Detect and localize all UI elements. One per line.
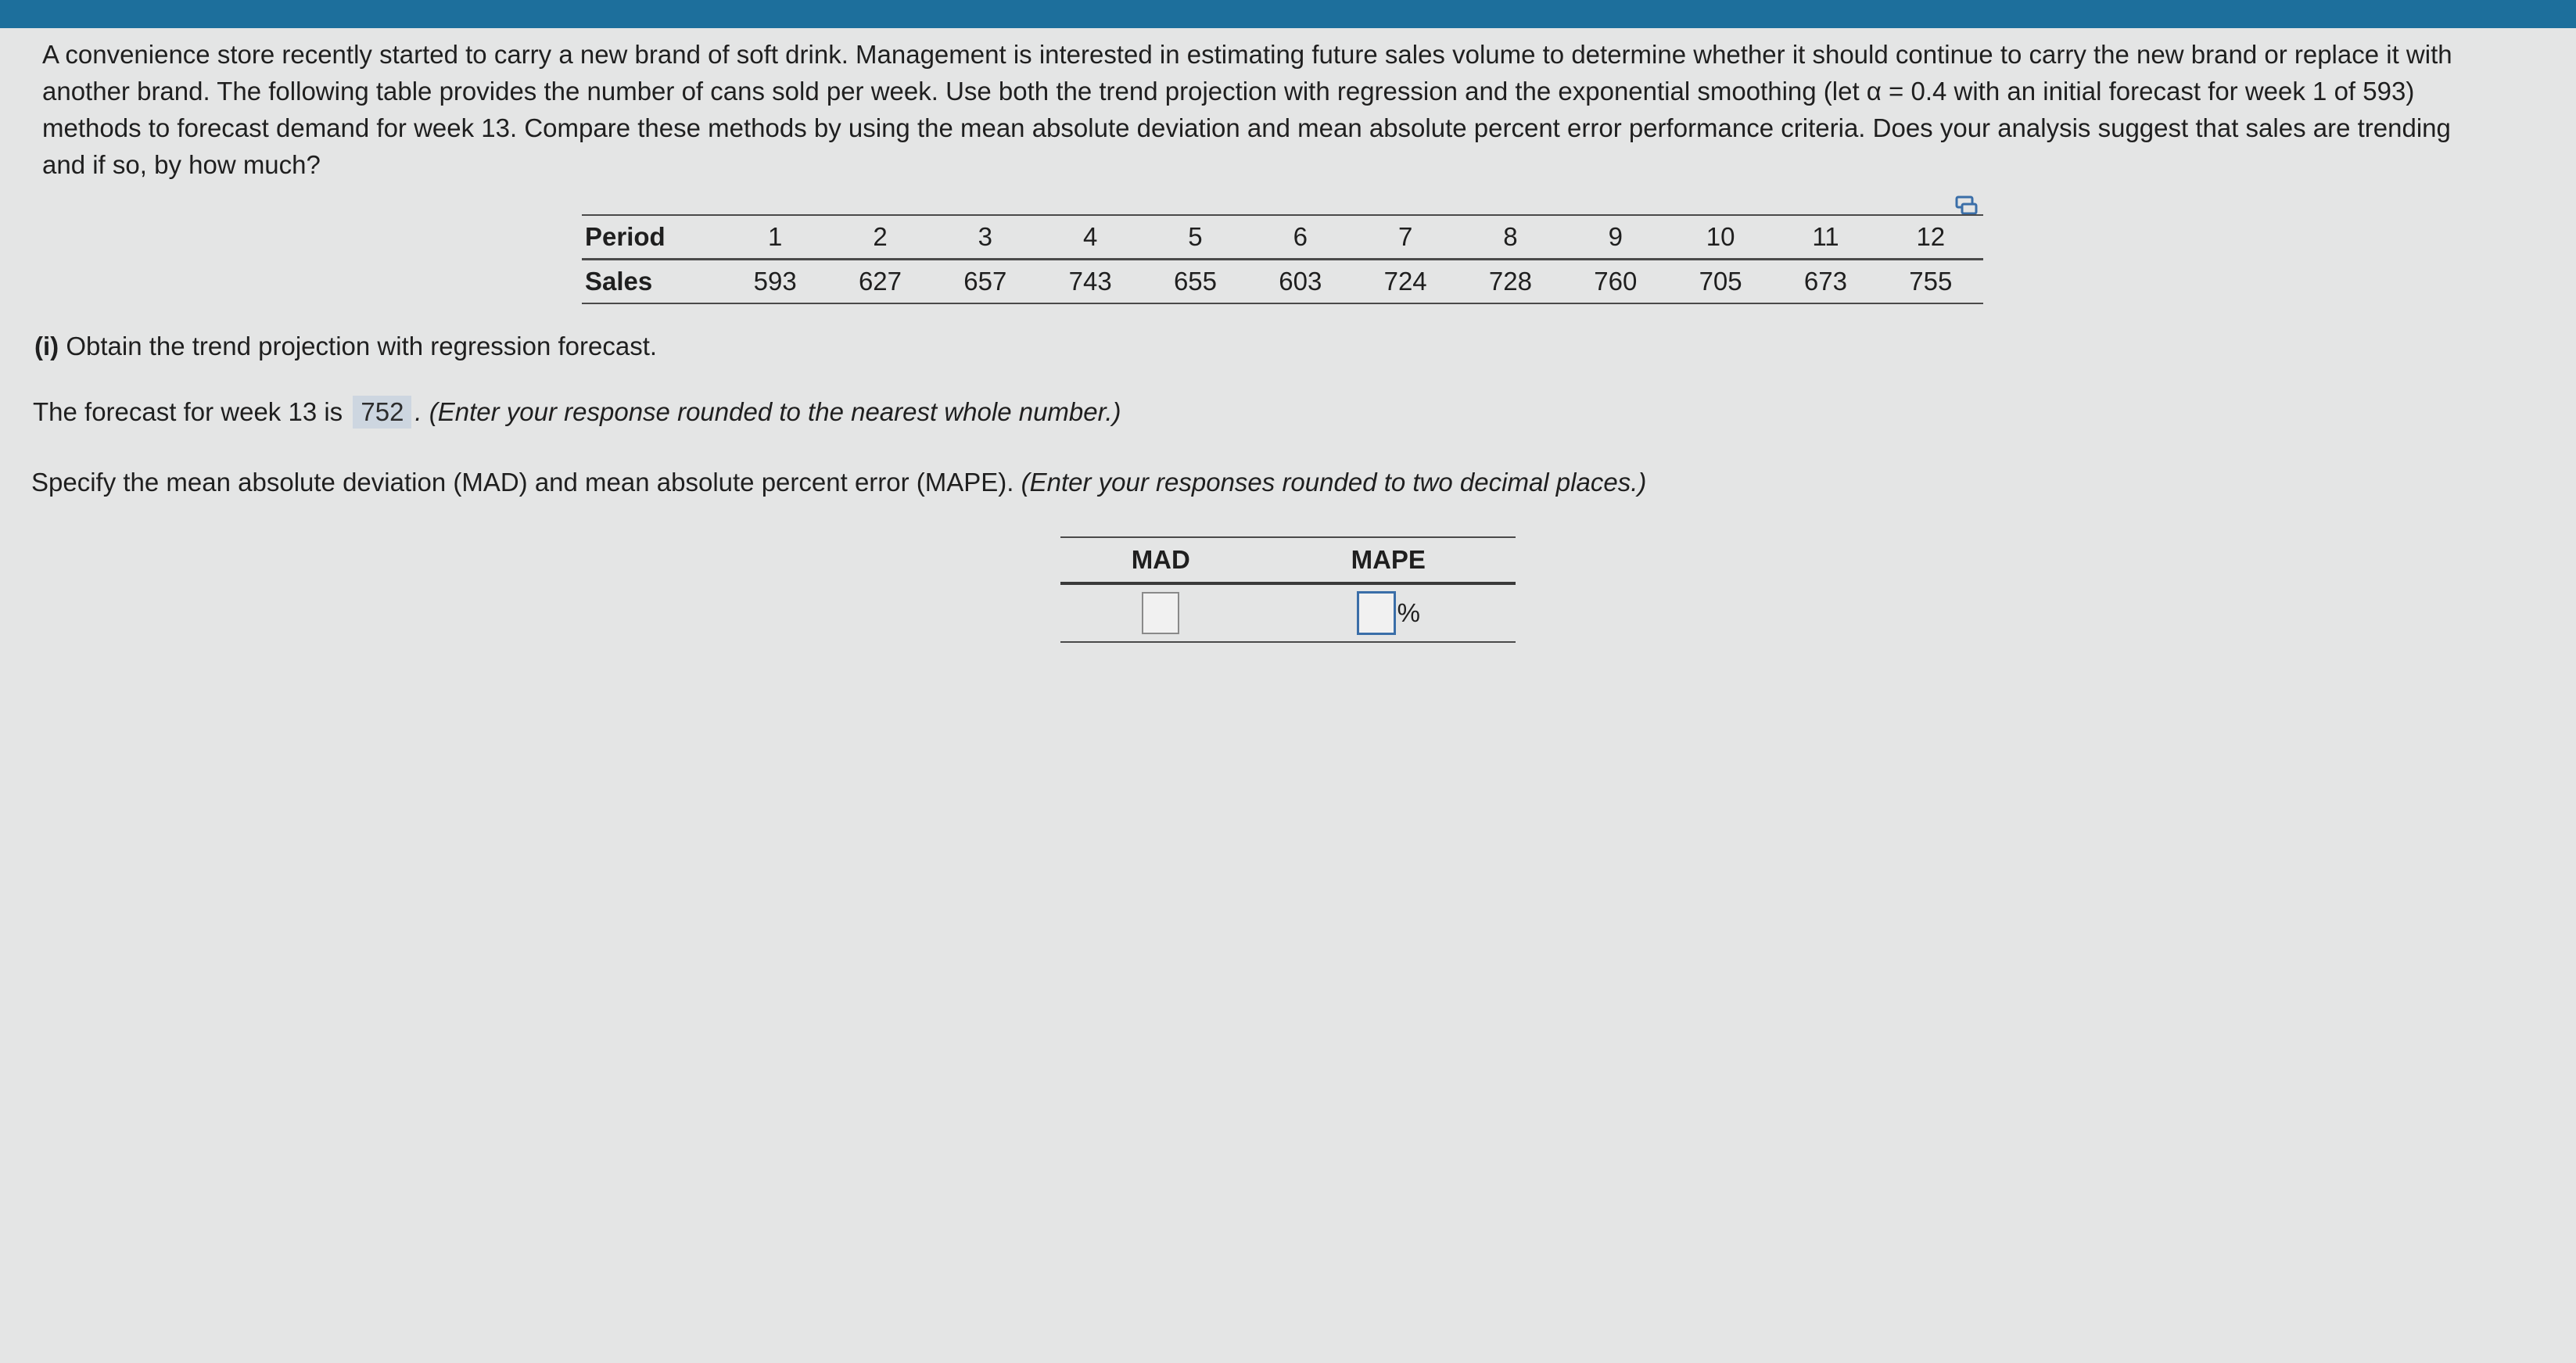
sales-cell: 755 (1878, 260, 1983, 304)
problem-statement: A convenience store recently started to carry a new brand of soft drink. Management is interested in estimating future sales volume to determine whether it should continue to carry the new brand or replace it with another brand. The following table provides the number of cans sold per week. Use both the trend projection with regression and the exponential smoothing (let α = 0.4 with an initial forecast for week 1 of 593) methods to forecast demand for week 13. Compare these methods by using the mean absolute deviation and mean absolute percent error performance criteria. Does your analysis suggest that sales are trending and if so, by how much? (42, 40, 2452, 179)
period-cell: 8 (1458, 215, 1562, 260)
sales-cell: 655 (1143, 260, 1247, 304)
sales-cell: 760 (1563, 260, 1668, 304)
forecast-line (33, 396, 1121, 429)
period-row (582, 215, 1983, 260)
top-header-strip (0, 0, 2576, 28)
specify-hint: (Enter your responses rounded to two decimal places.) (1021, 468, 1647, 497)
answer-header-row (1060, 537, 1516, 583)
answer-input-row (1060, 583, 1516, 642)
part-i-instruction (34, 332, 657, 361)
period-cell: 10 (1668, 215, 1773, 260)
period-header: Period (582, 215, 723, 260)
sales-cell: 627 (827, 260, 932, 304)
period-cell: 9 (1563, 215, 1668, 260)
period-cell: 12 (1878, 215, 1983, 260)
sales-data-table (582, 214, 1983, 304)
sales-cell: 593 (723, 260, 827, 304)
sales-row (582, 260, 1983, 304)
sales-header: Sales (582, 260, 723, 304)
mad-header: MAD (1060, 537, 1261, 583)
sales-cell: 724 (1353, 260, 1458, 304)
period-cell: 5 (1143, 215, 1247, 260)
sales-cell: 705 (1668, 260, 1773, 304)
mape-input[interactable] (1357, 591, 1396, 635)
forecast-prefix: The forecast for week 13 is (33, 397, 343, 426)
sales-cell: 728 (1458, 260, 1562, 304)
mad-mape-table (1060, 536, 1516, 643)
period-cell: 11 (1773, 215, 1878, 260)
part-i-label: (i) (34, 332, 59, 360)
forecast-answer-box[interactable]: 752 (353, 396, 411, 429)
sales-cell: 673 (1773, 260, 1878, 304)
period-cell: 7 (1353, 215, 1458, 260)
period-cell: 2 (827, 215, 932, 260)
period-cell: 3 (933, 215, 1038, 260)
sales-cell: 603 (1248, 260, 1353, 304)
period-cell: 6 (1248, 215, 1353, 260)
part-i-text: Obtain the trend projection with regression forecast. (66, 332, 658, 360)
sales-cell: 743 (1038, 260, 1143, 304)
mape-cell (1261, 583, 1516, 642)
percent-sign: % (1397, 598, 1420, 627)
forecast-hint: . (Enter your response rounded to the nearest whole number.) (414, 397, 1121, 426)
mad-cell (1060, 583, 1261, 642)
mad-input[interactable] (1142, 592, 1179, 634)
period-cell: 4 (1038, 215, 1143, 260)
mape-header: MAPE (1261, 537, 1516, 583)
specify-text: Specify the mean absolute deviation (MAD) and mean absolute percent error (MAPE). (31, 468, 1014, 497)
specify-line (31, 468, 1646, 497)
sales-cell: 657 (933, 260, 1038, 304)
period-cell: 1 (723, 215, 827, 260)
copy-icon[interactable] (1955, 195, 1979, 216)
question-content (0, 28, 2576, 1363)
